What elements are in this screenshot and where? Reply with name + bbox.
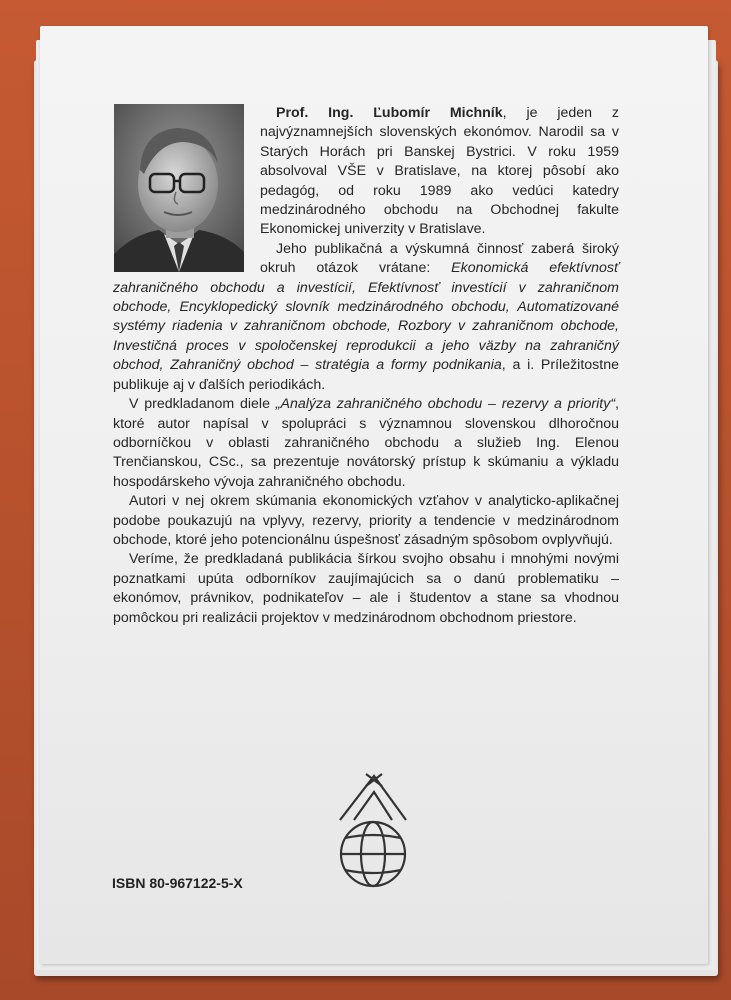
author-bio: , je jeden z najvýznamnejších slovenských ekonómov. Narodil sa v Starých Horách pri Banskej Bystrici. V roku 1959 absolvoval VŠE v Bratislave, na ktorej pôsobí ako pedagóg, od roku 1989 ako vedúci katedry medzinárodného obchodu na Obchodnej fakulte Ekonomickej univerzity v Bratislave. xyxy=(260,105,619,238)
publication-titles: Ekonomická efektívnosť zahraničného obchodu a investícií, Efektívnosť investícií v zahraničnom obchode, Encyklopedický slovník medzinárodného obchodu, Automatizované systémy riadenia v zahraničnom obchode, Rozbory v zahraničnom obchode, Investičná proces v spoločenskej reprodukcii a jeho väzby na zahraničný obchod, Zahraničný obchod – stratégia a formy podnikania xyxy=(113,260,619,374)
author-name: Prof. Ing. Ľubomír Michník xyxy=(276,105,503,121)
work-title: „Analýza zahraničného obchodu – rezervy a priority“ xyxy=(275,396,616,413)
publications-end: , a i. Príležitostne publikuje aj v ďalších periodikách. xyxy=(113,357,619,393)
photo-spacer xyxy=(113,104,260,272)
publisher-logo xyxy=(334,768,412,890)
work-intro: V predkladanom diele xyxy=(129,396,276,413)
paragraph-authors: Autori v nej okrem skúmania ekonomických vzťahov v analyticko-aplikačnej podobe poukazujú na vplyvy, rezervy, priority a tendencie v medzinárodnom obchode, ktoré jeho potencionálnu úspešnosť zásadným spôsobom ovplyvňujú. xyxy=(113,493,619,548)
isbn-number: ISBN 80-967122-5-X xyxy=(112,875,243,891)
work-description: , ktoré autor napísal v spolupráci s významnou slovenskou dlhoročnou odborníčkou v oblasti zahraničného obchodu a služieb Ing. Elenou Trenčianskou, CSc., sa prezentuje novátorský prístup k skúmaniu a výkladu hospodárskeho vývoja zahraničného obchodu. xyxy=(113,396,619,490)
publications-intro: Jeho publikačná a výskumná činnosť zaberá široký okruh otázok vrátane: xyxy=(260,240,619,277)
paragraph-conclusion: Veríme, že predkladaná publikácia šírkou svojho obsahu i mnohými novými poznatkami upúta odborníkov zaujímajúcich sa o danú problematiku – ekonómov, právnikov, podnikateľov – ale i študentov a stane sa vhodnou pomôckou pri realizácii projektov v medzinárodnom obchodnom priestore. xyxy=(113,551,619,626)
description-text xyxy=(113,104,619,628)
paragraph-work xyxy=(113,395,619,492)
